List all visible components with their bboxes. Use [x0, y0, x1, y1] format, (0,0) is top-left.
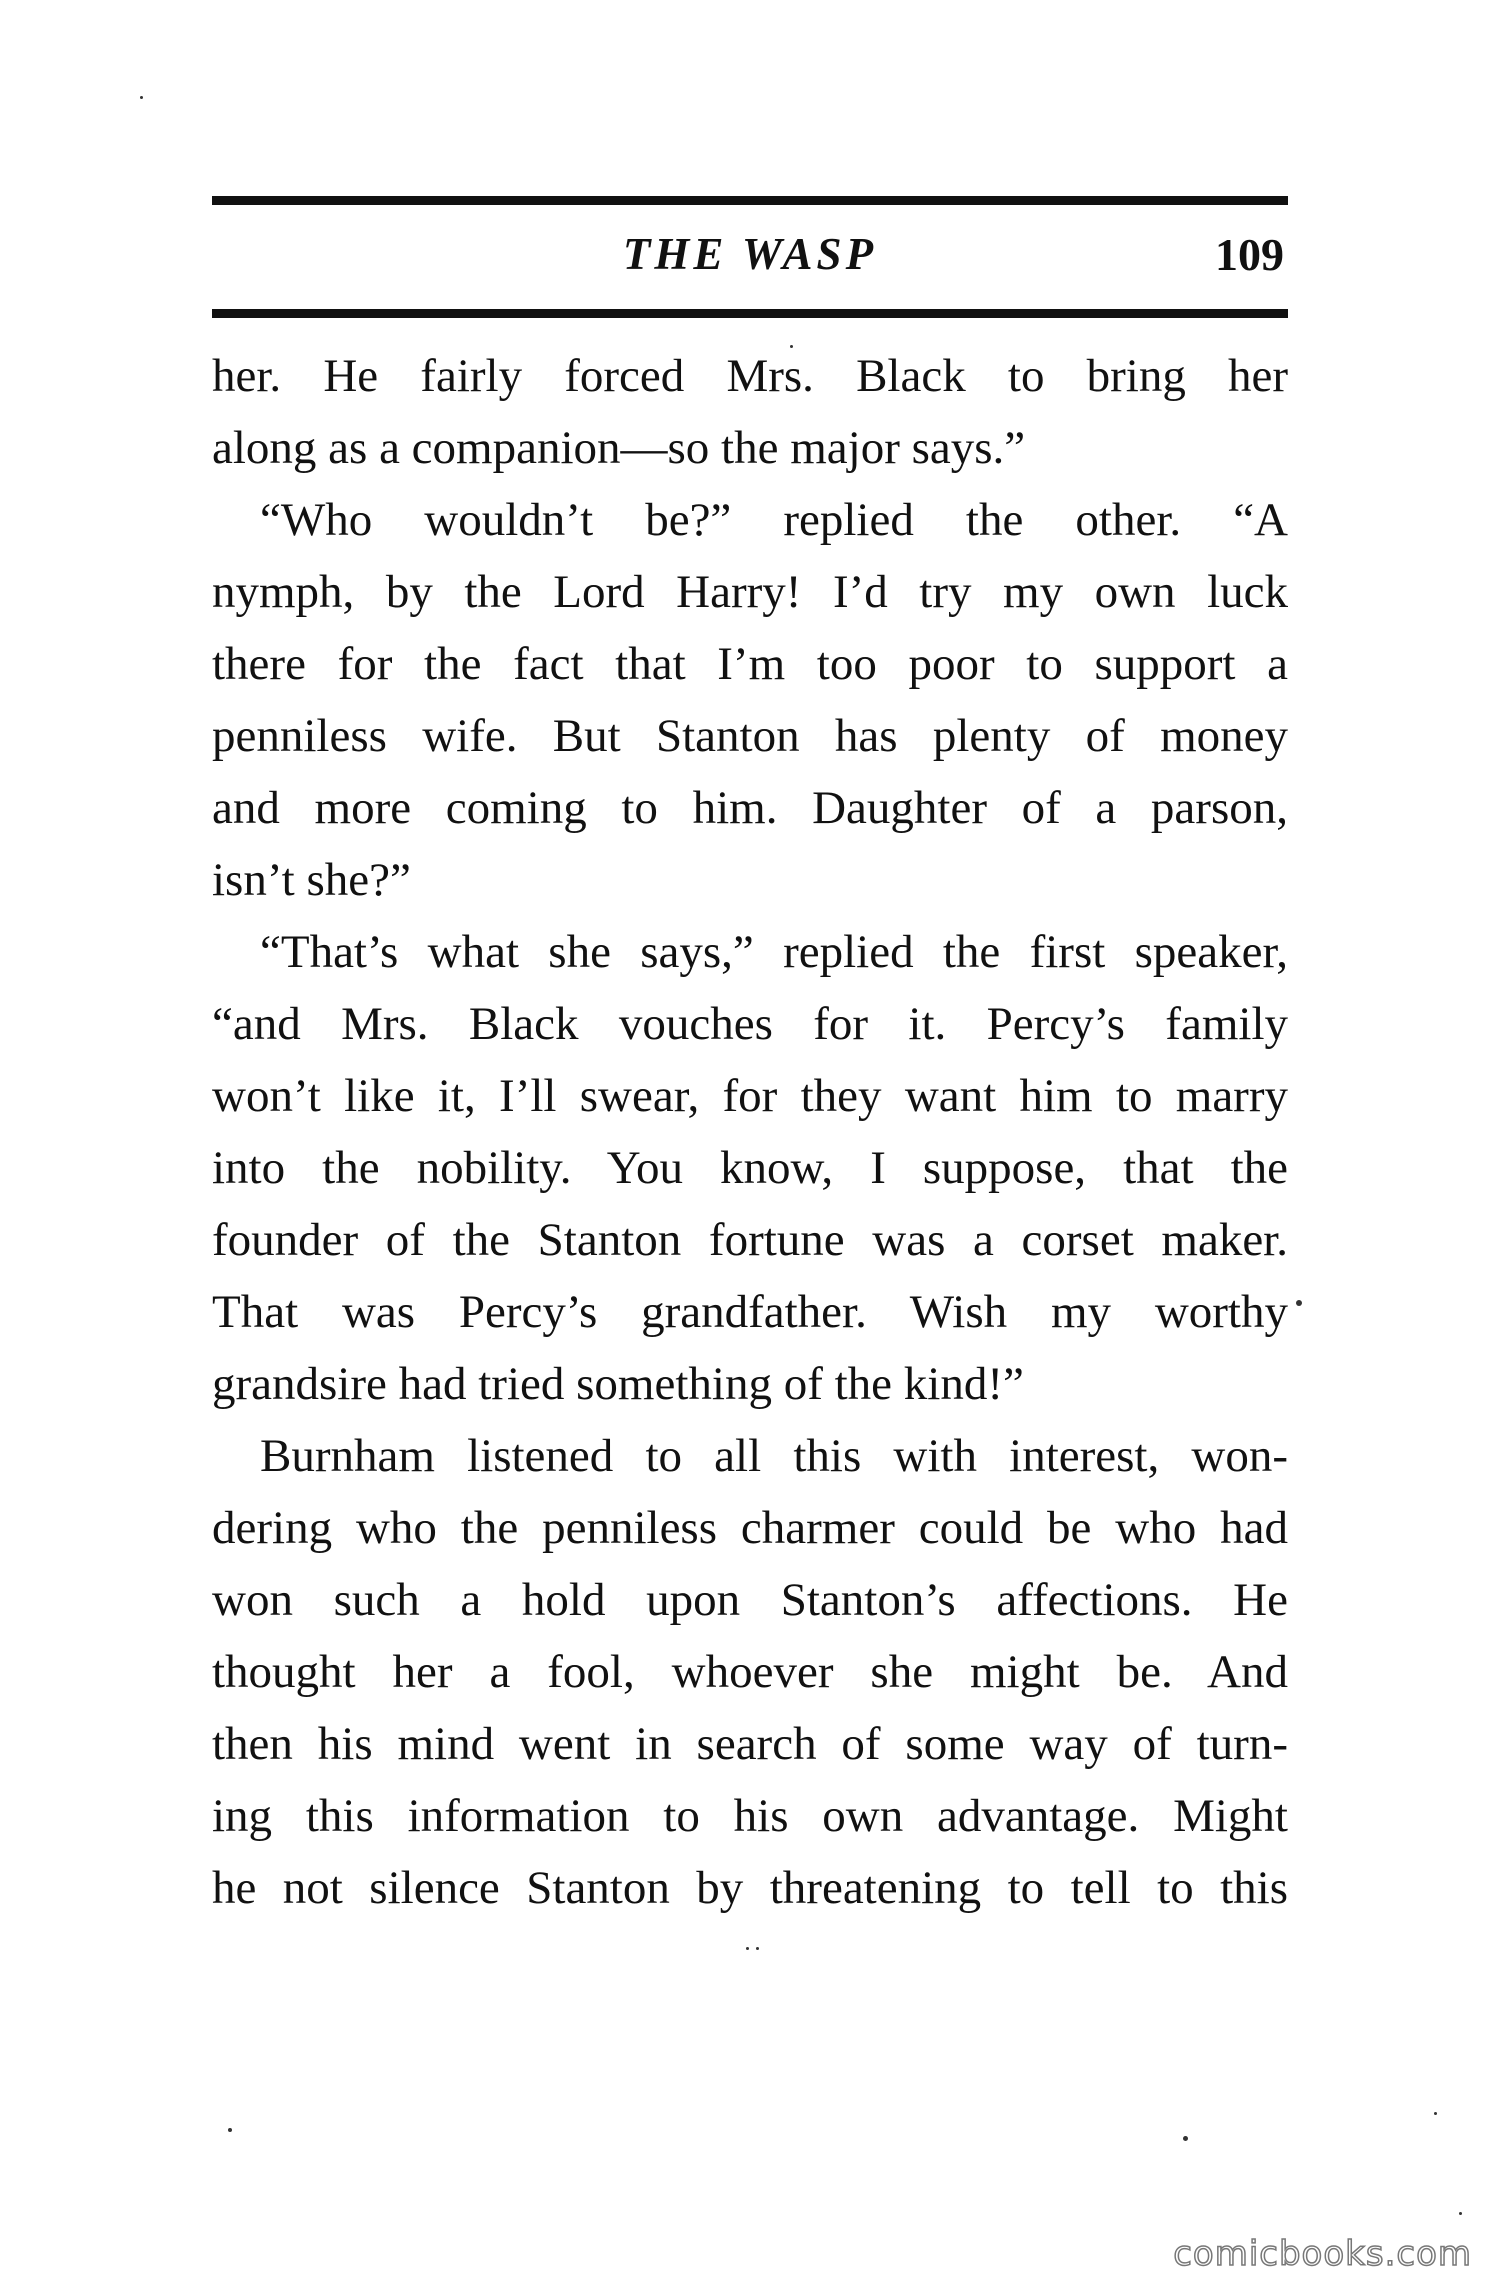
scan-speck	[790, 345, 793, 348]
scan-speck	[746, 1947, 749, 1950]
text-line: thought her a fool, whoever she might be. And	[212, 1646, 1288, 1698]
scan-speck	[1434, 2112, 1437, 2115]
text-line: into the nobility. You know, I suppose, that the	[212, 1142, 1288, 1194]
text-line: then his mind went in search of some way of turn-	[212, 1718, 1288, 1770]
scan-speck	[228, 2128, 232, 2132]
text-line: he not silence Stanton by threatening to tell to this	[212, 1862, 1288, 1914]
text-line: her. He fairly forced Mrs. Black to bring her	[212, 350, 1288, 402]
scan-speck	[1296, 1300, 1302, 1306]
text-line: “That’s what she says,” replied the first speaker,	[260, 926, 1288, 978]
text-line: penniless wife. But Stanton has plenty of money	[212, 710, 1288, 762]
text-line: along as a companion—so the major says.”	[212, 422, 1026, 474]
text-line: won’t like it, I’ll swear, for they want him to marry	[212, 1070, 1288, 1122]
scan-speck	[1459, 2212, 1462, 2215]
running-head	[212, 228, 1288, 288]
text-line: ing this information to his own advantage. Might	[212, 1790, 1288, 1842]
text-line: there for the fact that I’m too poor to support a	[212, 638, 1288, 690]
text-line: and more coming to him. Daughter of a parson,	[212, 782, 1288, 834]
text-line: grandsire had tried something of the kind!”	[212, 1358, 1024, 1410]
text-line: dering who the penniless charmer could be who had	[212, 1502, 1288, 1554]
scan-speck	[1183, 2136, 1188, 2141]
running-title: THE WASP	[622, 229, 878, 279]
watermark: comicbooks.com	[1173, 2234, 1472, 2274]
header-top-rule	[212, 196, 1288, 205]
text-line: Burnham listened to all this with interest, won-	[260, 1430, 1288, 1482]
scan-speck	[140, 96, 143, 99]
text-line: “Who wouldn’t be?” replied the other. “A	[260, 494, 1288, 546]
header-bottom-rule	[212, 309, 1288, 318]
text-line: nymph, by the Lord Harry! I’d try my own luck	[212, 566, 1288, 618]
text-line: founder of the Stanton fortune was a corset maker.	[212, 1214, 1288, 1266]
body-text	[212, 340, 1288, 1924]
text-line: won such a hold upon Stanton’s affections. He	[212, 1574, 1288, 1626]
text-line: That was Percy’s grandfather. Wish my worthy	[212, 1286, 1288, 1338]
page-number: 109	[1215, 229, 1284, 280]
text-line: “and Mrs. Black vouches for it. Percy’s family	[212, 998, 1288, 1050]
text-line: isn’t she?”	[212, 854, 411, 906]
scan-speck	[756, 1947, 759, 1950]
